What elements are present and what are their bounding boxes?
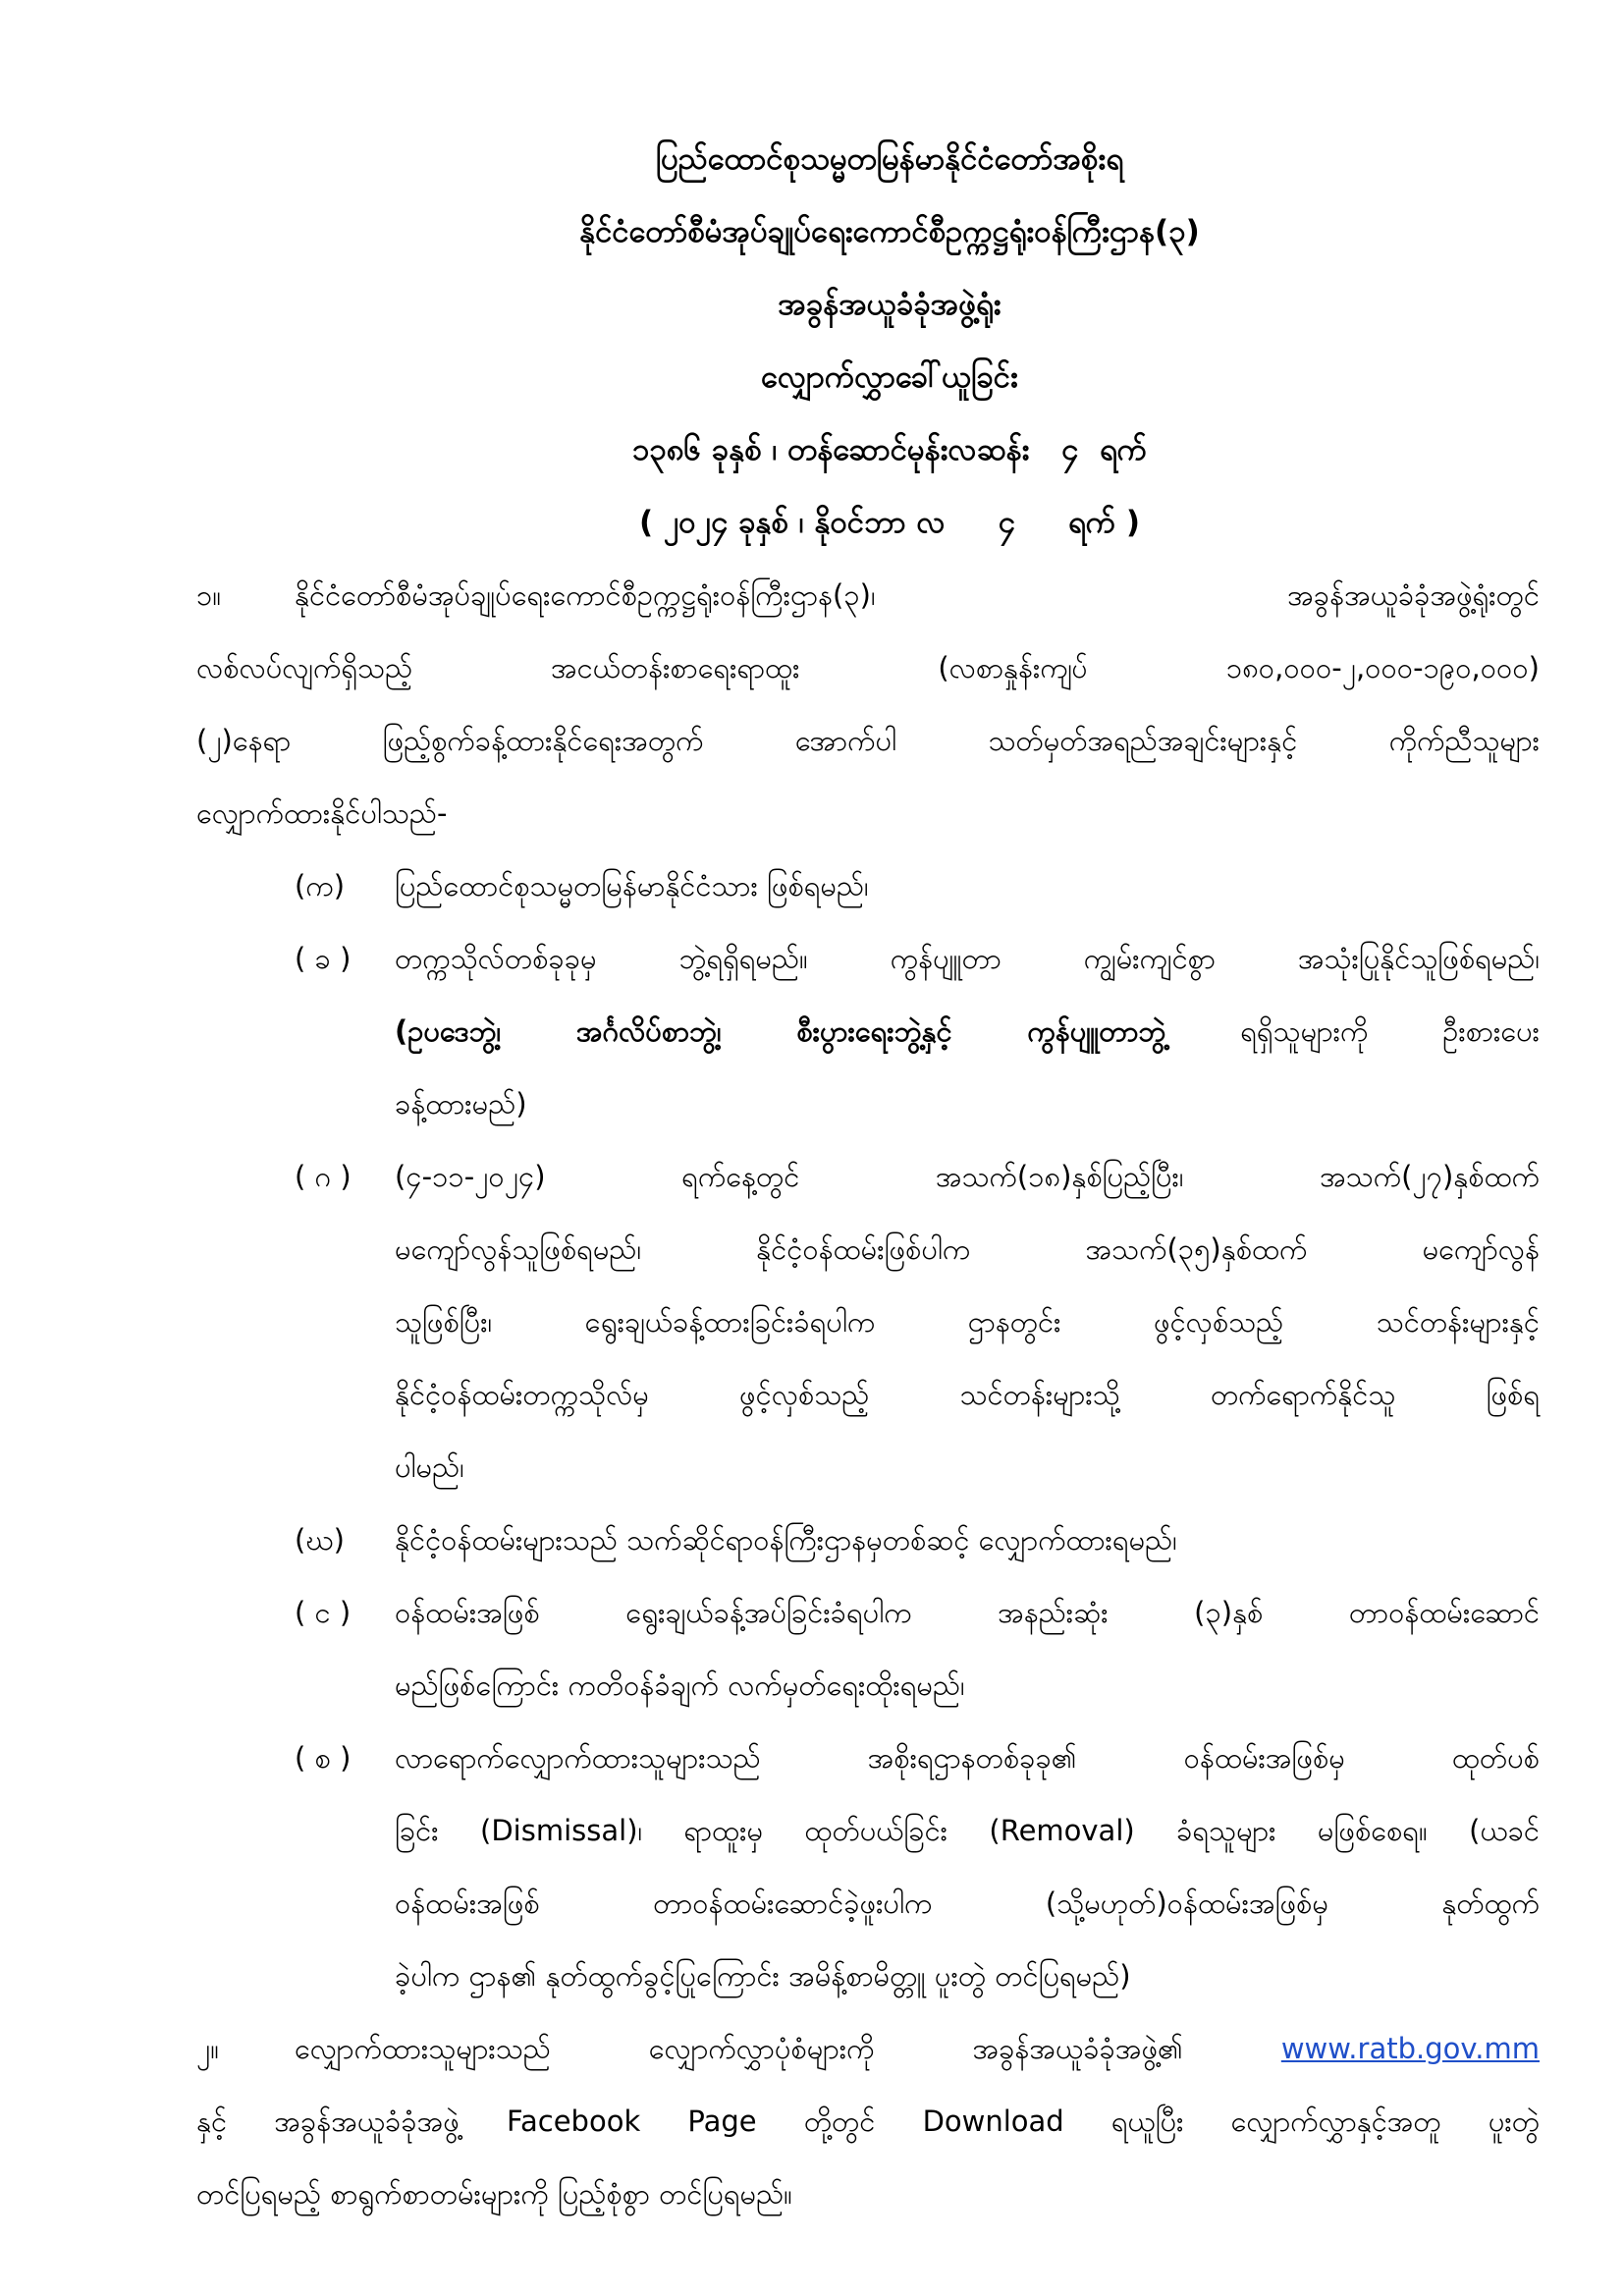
title-line: လျှောက်လွှာခေါ်ယူခြင်း <box>761 359 1018 395</box>
item-body <box>395 1140 1540 1503</box>
requirement-item <box>295 1576 1540 1722</box>
paragraph-line: လျှောက်ထားနိုင်ပါသည်- <box>196 796 448 830</box>
item-label: ( စ ) <box>295 1741 352 1775</box>
item-line: တက္ကသိုလ်တစ်ခုခုမှ ဘွဲ့ရရှိရမည်။ ကွန်ပျူတာ ကျွမ်းကျင်စွာ အသုံးပြုနိုင်သူဖြစ်ရမည်၊ <box>395 942 1540 975</box>
item-line: လာရောက်လျှောက်ထားသူများသည် အစိုးရဌာနတစ်ခုခု၏ ဝန်ထမ်းအဖြစ်မှ ထုတ်ပစ် <box>395 1741 1540 1775</box>
item-label: (က) <box>295 869 346 902</box>
item-label: (ဃ) <box>295 1523 345 1557</box>
date-line: ( ၂၀၂၄ ခုနှစ် ၊ နိုဝင်ဘာ လ ၄ ရက် ) <box>639 505 1140 540</box>
item-line: ပြည်ထောင်စုသမ္မတမြန်မာနိုင်ငံသား ဖြစ်ရမည်၊ <box>395 869 869 902</box>
title-line: နိုင်ငံတော်စီမံအုပ်ချုပ်ရေးကောင်စီဥက္ကဋ္ဌရုံးဝန်ကြီးဌာန(၃) <box>579 214 1200 249</box>
item-line: မည်ဖြစ်ကြောင်း ကတိဝန်ခံချက် လက်မှတ်ရေးထိုးရမည်၊ <box>395 1668 965 1702</box>
item-line: ခြင်း (Dismissal)၊ ရာထူးမှ ထုတ်ပယ်ခြင်း (Removal) ခံရသူများ မဖြစ်စေရ။ (ယခင် <box>395 1814 1540 1847</box>
requirement-item <box>295 1722 1540 2012</box>
paragraph-line: လစ်လပ်လျက်ရှိသည့် အငယ်တန်းစာရေးရာထူး (လစာနှုန်းကျပ် ၁၈၀,၀၀၀-၂,၀၀၀-၁၉၀,၀၀၀) <box>196 651 1540 684</box>
paragraph-text: လျှောက်ထားသူများသည် လျှောက်လွှာပုံစံများကို အခွန်အယူခံခုံအဖွဲ့၏ <box>295 2032 1281 2065</box>
website-link[interactable]: www.ratb.gov.mm <box>1280 2032 1540 2065</box>
item-label: ( င ) <box>295 1596 352 1629</box>
item-line: ခန့်ထားမည်) <box>395 1087 527 1121</box>
item-line: သူဖြစ်ပြီး၊ ရွေးချယ်ခန့်ထားခြင်းခံရပါက ဌာနတွင်း ဖွင့်လှစ်သည့် သင်တန်းများနှင့် <box>395 1305 1540 1339</box>
item-text: ရရှိသူများကို ဦးစားပေး <box>1165 1014 1540 1048</box>
date-line: ၁၃၈၆ ခုနှစ် ၊ တန်ဆောင်မုန်းလဆန်း ၄ ရက် <box>631 432 1148 467</box>
section-1 <box>196 559 1540 849</box>
item-body <box>395 1503 1540 1576</box>
requirement-item <box>295 922 1540 1140</box>
paragraph-line <box>295 2012 1540 2085</box>
item-line: ဝန်ထမ်းအဖြစ် တာဝန်ထမ်းဆောင်ခဲ့ဖူးပါက (သို့မဟုတ်)ဝန်ထမ်းအဖြစ်မှ နုတ်ထွက် <box>395 1886 1540 1920</box>
requirement-item <box>295 1503 1540 1576</box>
item-line: နိုင်ငံ့ဝန်ထမ်းတက္ကသိုလ်မှ ဖွင့်လှစ်သည့် သင်တန်းများသို့ တက်ရောက်နိုင်သူ ဖြစ်ရ <box>395 1378 1540 1411</box>
requirement-item <box>295 849 1540 922</box>
paragraph-number: ၁။ <box>196 578 222 612</box>
section-2-first-row <box>196 2012 1540 2085</box>
title-line: ပြည်ထောင်စုသမ္မတမြန်မာနိုင်ငံတော်အစိုးရ <box>655 141 1124 177</box>
paragraph-line: နိုင်ငံတော်စီမံအုပ်ချုပ်ရေးကောင်စီဥက္ကဋ္ဌရုံးဝန်ကြီးဌာန(၃)၊ အခွန်အယူခံခုံအဖွဲ့ရုံးတွင် <box>295 578 1540 612</box>
item-line: မကျော်လွန်သူဖြစ်ရမည်၊ နိုင်ငံ့ဝန်ထမ်းဖြစ်ပါက အသက်(၃၅)နှစ်ထက် မကျော်လွန် <box>395 1232 1540 1266</box>
item-body <box>395 1576 1540 1722</box>
document-header <box>196 123 1540 559</box>
item-line: ခဲ့ပါက ဌာန၏ နုတ်ထွက်ခွင့်ပြုကြောင်း အမိန့်စာမိတ္တူ ပူးတွဲ တင်ပြရမည်) <box>395 1959 1131 1993</box>
item-line: (၄-၁၁-၂၀၂၄) ရက်နေ့တွင် အသက်(၁၈)နှစ်ပြည့်ပြီး၊ အသက်(၂၇)နှစ်ထက် <box>395 1160 1540 1193</box>
section-1-first-row <box>196 559 1540 631</box>
item-label: ( ခ ) <box>295 942 352 975</box>
item-body <box>395 1722 1540 2012</box>
emphasis-text: (ဥပဒေဘွဲ့၊ အင်္ဂလိပ်စာဘွဲ့၊ စီးပွားရေးဘွဲ့နှင့် ကွန်ပျူတာဘွဲ့ <box>395 1014 1166 1048</box>
paragraph-line: နှင့် အခွန်အယူခံခုံအဖွဲ့ Facebook Page တို့တွင် Download ရယူပြီး လျှောက်လွှာနှင့်အတူ ပူးတွဲ <box>196 2105 1540 2138</box>
item-line: နိုင်ငံ့ဝန်ထမ်းများသည် သက်ဆိုင်ရာဝန်ကြီးဌာနမှတစ်ဆင့် လျှောက်ထားရမည်၊ <box>395 1523 1177 1557</box>
paragraph-line: တင်ပြရမည့် စာရွက်စာတမ်းများကို ပြည့်စုံစွာ တင်ပြရမည်။ <box>196 2177 792 2211</box>
paragraph-line: (၂)နေရာ ဖြည့်စွက်ခန့်ထားနိုင်ရေးအတွက် အောက်ပါ သတ်မှတ်အရည်အချင်းများနှင့် ကိုက်ညီသူများ <box>196 724 1540 757</box>
requirement-item <box>295 1140 1540 1503</box>
item-body <box>395 922 1540 1140</box>
section-2 <box>196 2012 1540 2230</box>
item-line <box>395 995 1540 1067</box>
paragraph-number: ၂။ <box>196 2032 220 2065</box>
item-line: ဝန်ထမ်းအဖြစ် ရွေးချယ်ခန့်အပ်ခြင်းခံရပါက အနည်းဆုံး (၃)နှစ် တာဝန်ထမ်းဆောင် <box>395 1596 1540 1629</box>
item-label: ( ဂ ) <box>295 1160 352 1193</box>
item-body <box>395 849 1540 922</box>
item-line: ပါမည်၊ <box>395 1450 464 1484</box>
title-line: အခွန်အယူခံခုံအဖွဲ့ရုံး <box>778 287 1001 322</box>
